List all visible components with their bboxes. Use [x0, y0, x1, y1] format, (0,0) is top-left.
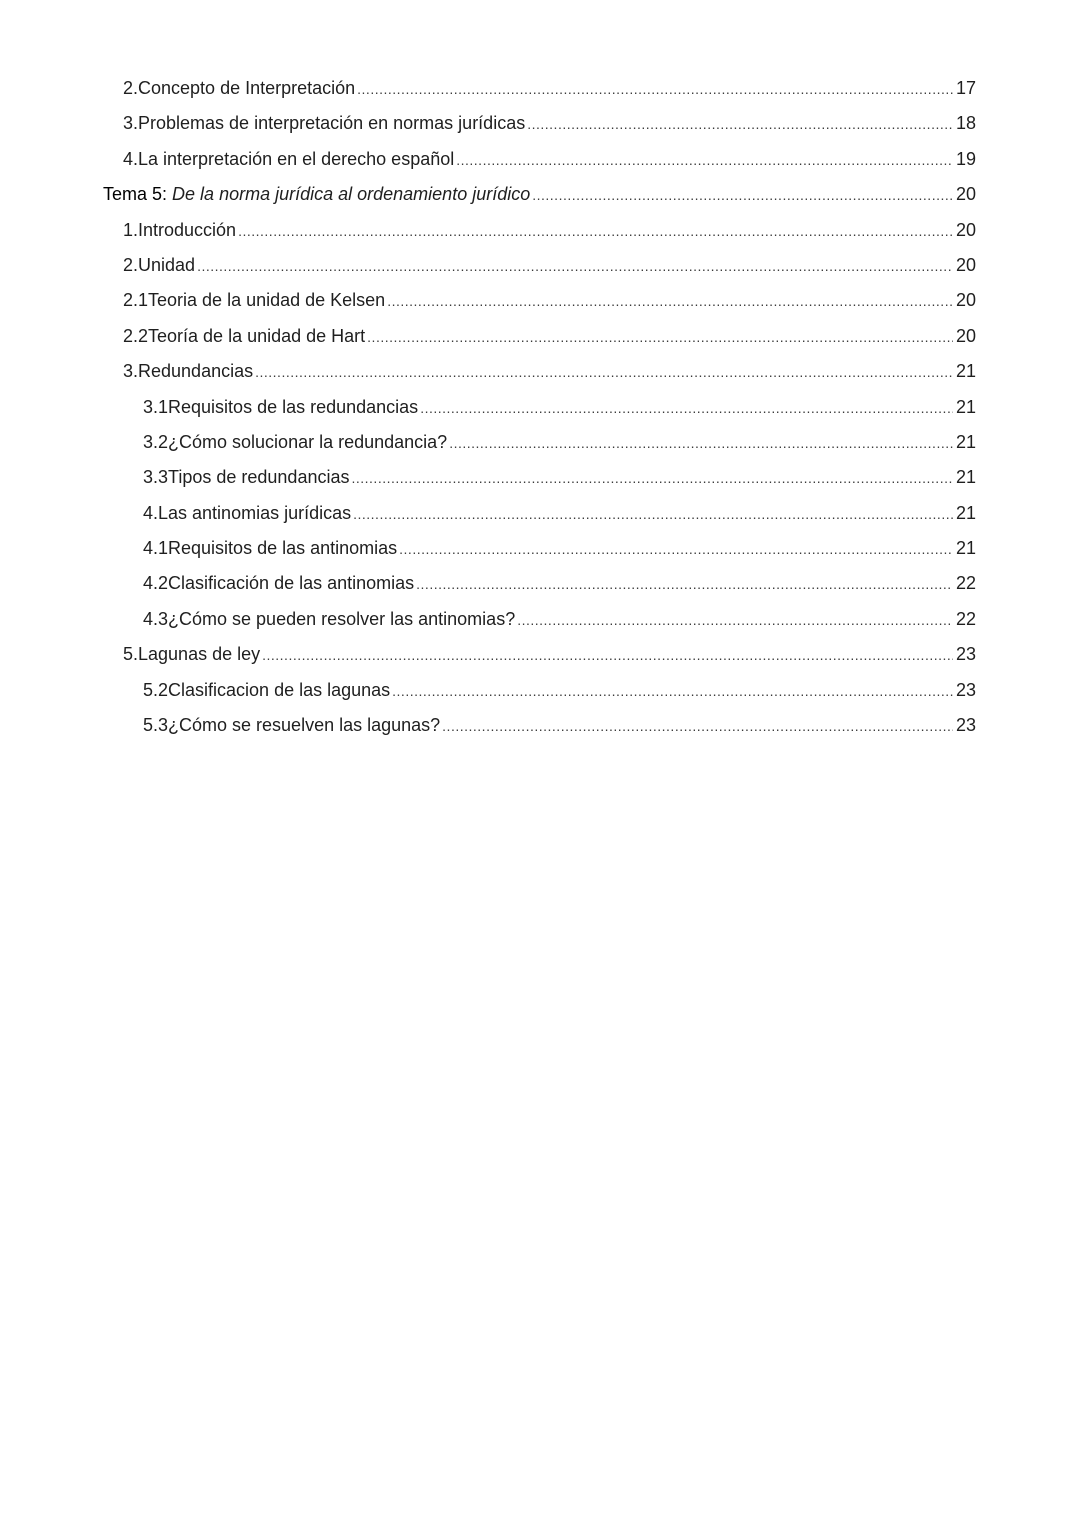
- toc-dot-leader: [456, 143, 953, 178]
- table-of-contents: [0, 71, 1080, 743]
- toc-page-number: 20: [955, 184, 976, 205]
- toc-dot-leader: [351, 461, 952, 496]
- toc-entry-title: 4.1Requisitos de las antinomias: [143, 538, 398, 559]
- toc-dot-leader: [255, 355, 953, 390]
- toc-entry-title: 4.3¿Cómo se pueden resolver las antinomias?: [143, 608, 516, 629]
- toc-entry[interactable]: [0, 602, 1080, 637]
- toc-page-number: 21: [955, 467, 976, 488]
- toc-chapter-name: De la norma jurídica al ordenamiento jurídico: [172, 184, 531, 205]
- toc-page-number: 20: [955, 254, 976, 275]
- toc-page-number: 21: [955, 361, 976, 382]
- toc-dot-leader: [449, 426, 953, 461]
- toc-entry[interactable]: [0, 283, 1080, 318]
- toc-dot-leader: [387, 284, 953, 319]
- toc-entry-title: 5.2Clasificacion de las lagunas: [143, 679, 391, 700]
- toc-entry-title: 3.1Requisitos de las redundancias: [143, 396, 419, 417]
- toc-entry[interactable]: [0, 460, 1080, 495]
- toc-entry[interactable]: [0, 319, 1080, 354]
- toc-page-number: 20: [955, 325, 976, 346]
- toc-entry[interactable]: [0, 390, 1080, 425]
- toc-entry-title: 2.1Teoria de la unidad de Kelsen: [123, 290, 386, 311]
- toc-entry-title: 3.2¿Cómo solucionar la redundancia?: [143, 431, 448, 452]
- toc-entry[interactable]: [0, 106, 1080, 141]
- toc-entry-title: 2.Concepto de Interpretación: [123, 78, 356, 98]
- toc-dot-leader: [367, 320, 953, 355]
- toc-entry[interactable]: [0, 71, 1080, 106]
- toc-page-number: 23: [955, 679, 976, 700]
- toc-entry[interactable]: [0, 673, 1080, 708]
- toc-page-number: 19: [955, 148, 976, 169]
- toc-entry-title: 3.3Tipos de redundancias: [143, 467, 350, 488]
- toc-entry-title: 4.La interpretación en el derecho español: [123, 148, 455, 169]
- toc-dot-leader: [238, 214, 953, 249]
- toc-entry-title: 5.Lagunas de ley: [123, 644, 261, 665]
- toc-entry-title: 3.Redundancias: [123, 361, 254, 382]
- toc-dot-leader: [532, 178, 953, 213]
- toc-entry[interactable]: [0, 354, 1080, 389]
- toc-page-number: 21: [955, 502, 976, 523]
- toc-dot-leader: [399, 532, 953, 567]
- toc-page-number: 20: [955, 290, 976, 311]
- toc-dot-leader: [420, 391, 953, 426]
- toc-entry-title: 4.2Clasificación de las antinomias: [143, 573, 415, 594]
- toc-page-number: 23: [955, 715, 976, 736]
- toc-page-number: 21: [955, 396, 976, 417]
- toc-entry-title: 2.Unidad: [123, 254, 196, 275]
- toc-entry[interactable]: [0, 566, 1080, 601]
- toc-entry[interactable]: [0, 248, 1080, 283]
- toc-page-number: 20: [955, 219, 976, 240]
- toc-dot-leader: [517, 603, 953, 638]
- toc-dot-leader: [392, 674, 953, 709]
- toc-entry[interactable]: [0, 637, 1080, 672]
- toc-page-number: 22: [955, 608, 976, 629]
- toc-dot-leader: [197, 249, 953, 284]
- toc-entry[interactable]: [0, 531, 1080, 566]
- toc-dot-leader: [262, 638, 953, 673]
- toc-entry-title: 5.3¿Cómo se resuelven las lagunas?: [143, 715, 441, 736]
- toc-entry[interactable]: [0, 142, 1080, 177]
- toc-chapter-title: [103, 177, 530, 212]
- toc-entry[interactable]: [0, 496, 1080, 531]
- toc-dot-leader: [442, 709, 953, 744]
- toc-entry-title: 2.2Teoría de la unidad de Hart: [123, 325, 366, 346]
- toc-page-number: 23: [955, 644, 976, 665]
- toc-dot-leader: [527, 107, 953, 142]
- toc-dot-leader: [357, 72, 953, 107]
- toc-entry-title: 4.Las antinomias jurídicas: [143, 502, 352, 523]
- toc-entry-title: 3.Problemas de interpretación en normas jurídicas: [123, 113, 526, 134]
- toc-entry[interactable]: [0, 425, 1080, 460]
- toc-dot-leader: [353, 497, 953, 532]
- toc-page-number: 21: [955, 538, 976, 559]
- toc-page-number: 18: [955, 113, 976, 134]
- toc-dot-leader: [416, 567, 953, 602]
- toc-entry-title: 1.Introducción: [123, 219, 237, 240]
- toc-chapter-entry[interactable]: [0, 177, 1080, 212]
- toc-entry[interactable]: [0, 213, 1080, 248]
- toc-chapter-number: Tema 5:: [103, 184, 168, 205]
- toc-entry[interactable]: [0, 708, 1080, 743]
- toc-page-number: 21: [955, 431, 976, 452]
- toc-page-number: 22: [955, 573, 976, 594]
- toc-page-number: 17: [955, 78, 976, 98]
